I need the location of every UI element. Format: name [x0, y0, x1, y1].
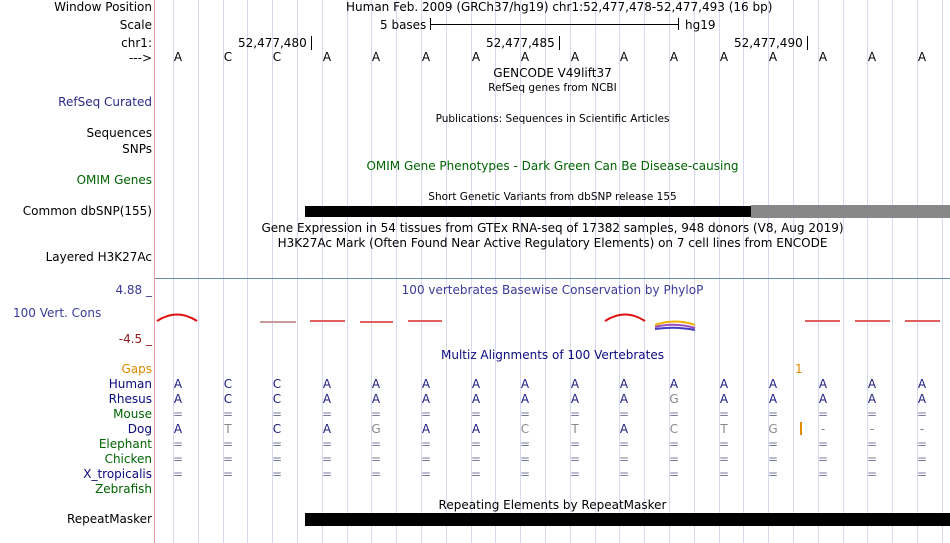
alignment-base: A: [917, 392, 927, 406]
alignment-base: =: [222, 452, 234, 466]
species-label-dog[interactable]: Dog: [127, 422, 152, 436]
alignment-base: =: [420, 437, 432, 451]
alignment-base: =: [470, 437, 482, 451]
alignment-base: =: [767, 407, 779, 421]
alignment-base: =: [420, 467, 432, 481]
species-label-mouse[interactable]: Mouse: [113, 407, 152, 421]
conservation-plot: [155, 300, 950, 340]
alignment-base: =: [718, 452, 730, 466]
sequence-base: A: [917, 50, 927, 64]
alignment-base: =: [321, 407, 333, 421]
sequence-base: A: [421, 50, 431, 64]
h3k27ac-baseline: [155, 278, 950, 279]
gaps-label[interactable]: Gaps: [121, 362, 152, 376]
scale-label: Scale: [119, 18, 152, 32]
alignment-base: =: [470, 407, 482, 421]
alignment-base: =: [470, 467, 482, 481]
alignment-base: A: [471, 377, 481, 391]
alignment-base: -: [869, 422, 875, 436]
alignment-base: =: [618, 437, 630, 451]
alignment-base: A: [669, 377, 679, 391]
snps-track-label[interactable]: SNPs: [122, 142, 152, 156]
scale-bar-right-tick: [678, 18, 679, 30]
alignment-base: =: [172, 452, 184, 466]
sequence-base: A: [322, 50, 332, 64]
alignment-base: =: [519, 407, 531, 421]
alignment-base: =: [271, 467, 283, 481]
species-label-rhesus[interactable]: Rhesus: [108, 392, 152, 406]
alignment-base: G: [669, 392, 679, 406]
alignment-base: =: [817, 407, 829, 421]
alignment-base: A: [421, 377, 431, 391]
cons-multi-3: [655, 328, 695, 330]
alignment-base: A: [322, 377, 332, 391]
alignment-base: =: [618, 407, 630, 421]
alignment-base: =: [817, 467, 829, 481]
sequence-base: A: [619, 50, 629, 64]
gaps-value: 1: [795, 362, 803, 376]
sequence-base: A: [719, 50, 729, 64]
coord-tick-1: 52,477,480: [238, 36, 312, 50]
alignment-base: =: [569, 437, 581, 451]
alignment-base: T: [571, 422, 579, 436]
alignment-base: =: [271, 452, 283, 466]
alignment-base: =: [420, 407, 432, 421]
species-label-zebrafish[interactable]: Zebrafish: [95, 482, 152, 496]
dog-insertion-marker: [800, 422, 802, 435]
alignment-base: G: [371, 422, 381, 436]
alignment-base: =: [172, 407, 184, 421]
dbsnp-feature-gray[interactable]: [751, 205, 950, 218]
alignment-base: =: [222, 437, 234, 451]
alignment-base: C: [520, 422, 530, 436]
repeatmasker-track-label[interactable]: RepeatMasker: [66, 512, 152, 526]
h3k27ac-track-label[interactable]: Layered H3K27Ac: [45, 250, 152, 264]
alignment-base: =: [916, 452, 928, 466]
alignment-base: =: [767, 452, 779, 466]
alignment-base: =: [370, 437, 382, 451]
cons-peak-1: [157, 315, 197, 322]
multiz-track-title[interactable]: Multiz Alignments of 100 Vertebrates: [440, 348, 665, 362]
alignment-base: =: [172, 437, 184, 451]
alignment-base: A: [867, 392, 877, 406]
alignment-base: =: [569, 407, 581, 421]
cons-min-value: -4.5 _: [118, 332, 152, 346]
alignment-base: =: [569, 467, 581, 481]
repeatmasker-track-title[interactable]: Repeating Elements by RepeatMasker: [438, 498, 667, 512]
sequence-base: A: [867, 50, 877, 64]
alignment-base: =: [916, 407, 928, 421]
refseq-track-subtitle: RefSeq genes from NCBI: [488, 82, 617, 94]
species-label-x_tropicalis[interactable]: X_tropicalis: [83, 467, 152, 481]
publications-track-title[interactable]: Publications: Sequences in Scientific Articles: [435, 113, 670, 125]
alignment-base: =: [222, 467, 234, 481]
scale-bar: [430, 24, 678, 25]
dbsnp-track-title[interactable]: Short Genetic Variants from dbSNP release 155: [428, 191, 677, 203]
window-position-value: Human Feb. 2009 (GRCh37/hg19) chr1:52,477,478-52,477,493 (16 bp): [346, 0, 773, 14]
alignment-base: =: [718, 407, 730, 421]
alignment-base: C: [272, 377, 282, 391]
alignment-base: A: [867, 377, 877, 391]
alignment-base: A: [818, 392, 828, 406]
alignment-base: C: [223, 392, 233, 406]
cons-peak-2: [605, 315, 645, 322]
species-label-human[interactable]: Human: [108, 377, 152, 391]
alignment-base: =: [767, 437, 779, 451]
alignment-base: A: [173, 422, 183, 436]
alignment-base: A: [768, 377, 778, 391]
gencode-track-title[interactable]: GENCODE V49lift37: [493, 66, 612, 80]
alignment-base: A: [719, 392, 729, 406]
alignment-base: =: [519, 452, 531, 466]
alignment-base: A: [421, 392, 431, 406]
alignment-base: A: [619, 392, 629, 406]
dbsnp-track-label[interactable]: Common dbSNP(155): [22, 204, 152, 218]
alignment-base: =: [470, 452, 482, 466]
alignment-base: =: [618, 467, 630, 481]
omim-track-title[interactable]: OMIM Gene Phenotypes - Dark Green Can Be Disease-causing: [366, 159, 739, 173]
alignment-base: =: [618, 452, 630, 466]
sequences-track-label[interactable]: Sequences: [86, 126, 152, 140]
sequence-base: A: [669, 50, 679, 64]
alignment-base: =: [866, 467, 878, 481]
alignment-base: =: [668, 467, 680, 481]
alignment-base: A: [719, 377, 729, 391]
alignment-base: A: [371, 392, 381, 406]
alignment-base: A: [917, 377, 927, 391]
alignment-base: =: [767, 467, 779, 481]
window-position-label: Window Position: [54, 0, 152, 14]
coord-tick-2: 52,477,485: [486, 36, 560, 50]
alignment-base: =: [321, 452, 333, 466]
omim-track-label[interactable]: OMIM Genes: [76, 173, 152, 187]
alignment-base: =: [420, 452, 432, 466]
chrom-label: chr1:: [121, 36, 152, 50]
alignment-base: =: [519, 467, 531, 481]
scale-bases-text: 5 bases: [380, 18, 427, 32]
sequence-base: A: [471, 50, 481, 64]
alignment-base: A: [570, 392, 580, 406]
alignment-base: A: [421, 422, 431, 436]
sequence-base: C: [272, 50, 282, 64]
alignment-base: G: [768, 422, 778, 436]
alignment-base: -: [820, 422, 826, 436]
alignment-base: A: [619, 422, 629, 436]
alignment-base: T: [720, 422, 728, 436]
alignment-base: -: [919, 422, 925, 436]
alignment-base: =: [668, 407, 680, 421]
alignment-base: A: [173, 392, 183, 406]
alignment-base: =: [370, 452, 382, 466]
alignment-base: =: [866, 437, 878, 451]
alignment-base: =: [370, 407, 382, 421]
alignment-base: A: [371, 377, 381, 391]
alignment-base: =: [817, 452, 829, 466]
alignment-base: C: [223, 377, 233, 391]
alignment-base: =: [569, 452, 581, 466]
alignment-base: =: [271, 407, 283, 421]
alignment-base: C: [272, 422, 282, 436]
alignment-base: =: [817, 437, 829, 451]
species-label-elephant[interactable]: Elephant: [98, 437, 152, 451]
h3k27ac-track-title[interactable]: H3K27Ac Mark (Often Found Near Active Regulatory Elements) on 7 cell lines from ENCODE: [277, 236, 828, 250]
alignment-base: =: [668, 437, 680, 451]
alignment-base: =: [172, 467, 184, 481]
alignment-base: A: [818, 377, 828, 391]
alignment-base: =: [718, 437, 730, 451]
cons-track-label[interactable]: 100 Vert. Cons: [13, 306, 102, 320]
alignment-base: C: [272, 392, 282, 406]
alignment-base: =: [866, 407, 878, 421]
alignment-base: A: [173, 377, 183, 391]
cons-track-title[interactable]: 100 vertebrates Basewise Conservation by PhyloP: [401, 283, 704, 297]
sequence-base: A: [173, 50, 183, 64]
cons-max-value: 4.88 _: [115, 283, 152, 297]
alignment-base: =: [866, 452, 878, 466]
alignment-base: A: [520, 377, 530, 391]
sequence-base: C: [223, 50, 233, 64]
alignment-base: =: [916, 437, 928, 451]
alignment-base: =: [370, 467, 382, 481]
alignment-base: =: [916, 467, 928, 481]
sequence-base: A: [768, 50, 778, 64]
sequence-base: A: [371, 50, 381, 64]
alignment-base: A: [520, 392, 530, 406]
alignment-base: =: [668, 452, 680, 466]
alignment-base: =: [271, 437, 283, 451]
sequence-base: A: [520, 50, 530, 64]
refseq-track-label[interactable]: RefSeq Curated: [58, 95, 152, 109]
alignment-base: A: [471, 422, 481, 436]
strand-arrow: --->: [128, 51, 152, 65]
alignment-base: A: [768, 392, 778, 406]
alignment-base: =: [222, 407, 234, 421]
alignment-base: =: [519, 437, 531, 451]
alignment-base: =: [718, 467, 730, 481]
alignment-base: A: [322, 392, 332, 406]
alignment-base: =: [321, 467, 333, 481]
alignment-base: A: [322, 422, 332, 436]
repeatmasker-feature-bar[interactable]: [305, 513, 950, 526]
sequence-base: A: [570, 50, 580, 64]
alignment-base: A: [471, 392, 481, 406]
sequence-base: A: [818, 50, 828, 64]
alignment-base: =: [321, 437, 333, 451]
alignment-base: C: [669, 422, 679, 436]
scale-assembly-text: hg19: [685, 18, 716, 32]
gtex-track-title[interactable]: Gene Expression in 54 tissues from GTEx RNA-seq of 17382 samples, 948 donors (V8, Aug 2019): [261, 221, 844, 235]
coord-tick-3: 52,477,490: [734, 36, 808, 50]
alignment-base: A: [619, 377, 629, 391]
species-label-chicken[interactable]: Chicken: [104, 452, 152, 466]
alignment-base: A: [570, 377, 580, 391]
alignment-base: T: [224, 422, 232, 436]
